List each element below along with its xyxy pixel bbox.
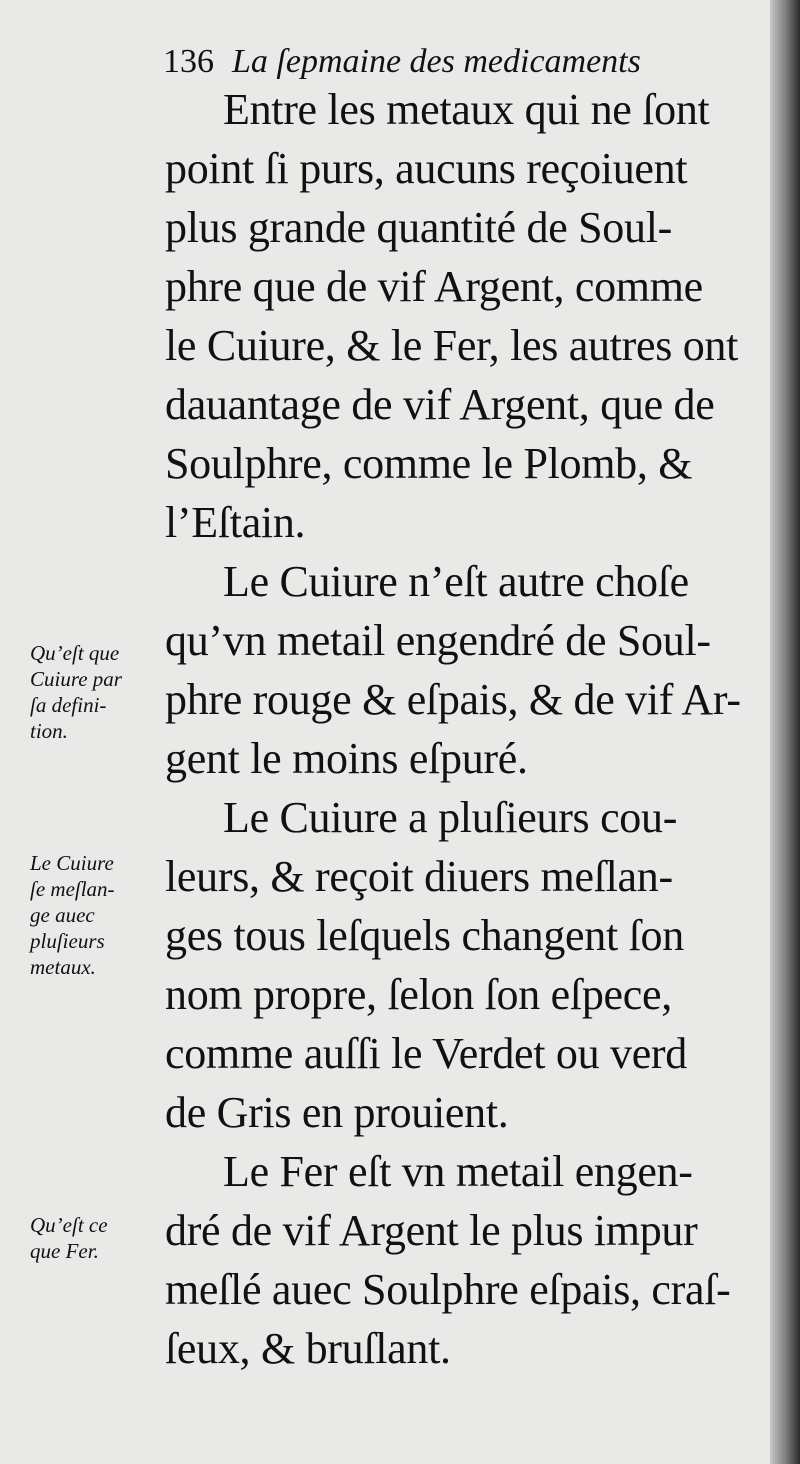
text-line: leurs, & reçoit diuers meſlan- xyxy=(165,852,673,901)
margin-note-line: Le Cuiure xyxy=(30,851,114,875)
text-line: qu’vn metail engendré de Soul- xyxy=(165,616,711,665)
text-line: dré de vif Argent le plus impur xyxy=(165,1206,698,1255)
page-gutter-shadow xyxy=(770,0,800,1464)
text-line: dauantage de vif Argent, que de xyxy=(165,380,715,429)
text-line: meſlé auec Soulphre eſpais, craſ- xyxy=(165,1265,731,1314)
running-title: La ſepmaine des medicaments xyxy=(232,43,641,80)
margin-note-cuiure-mixtures xyxy=(30,850,165,980)
text-line: ſeux, & bruſlant. xyxy=(165,1324,451,1373)
margin-note-fer-definition xyxy=(30,1212,165,1264)
margin-note-line: ge auec xyxy=(30,903,95,927)
margin-note-line: Cuiure par xyxy=(30,667,122,691)
text-line: Le Cuiure n’eſt autre choſe xyxy=(223,557,689,606)
text-line: l’Eſtain. xyxy=(165,498,306,547)
margin-note-line: metaux. xyxy=(30,955,96,979)
text-line: Soulphre, comme le Plomb, & xyxy=(165,439,693,488)
page-header xyxy=(163,42,743,82)
margin-note-line: Qu’eſt ce xyxy=(30,1213,108,1237)
margin-note-line: pluſieurs xyxy=(30,929,105,953)
margin-note-line: tion. xyxy=(30,719,68,743)
text-line: plus grande quantité de Soul- xyxy=(165,203,672,252)
text-line: Le Cuiure a pluſieurs cou- xyxy=(223,793,678,842)
text-line: comme auſſi le Verdet ou verd xyxy=(165,1029,687,1078)
text-line: phre que de vif Argent, comme xyxy=(165,262,703,311)
margin-note-cuiure-definition xyxy=(30,640,165,744)
text-line: phre rouge & eſpais, & de vif Ar- xyxy=(165,675,741,724)
text-line: de Gris en prouient. xyxy=(165,1088,509,1137)
text-line: Le Fer eſt vn metail engen- xyxy=(223,1147,693,1196)
text-line: point ſi purs, aucuns reçoiuent xyxy=(165,144,688,193)
margin-note-line: ſe meſlan- xyxy=(30,877,115,901)
margin-note-line: Qu’eſt que xyxy=(30,641,120,665)
text-line: gent le moins eſpuré. xyxy=(165,734,528,783)
margin-note-line: ſa defini- xyxy=(30,693,107,717)
text-line: ges tous leſquels changent ſon xyxy=(165,911,684,960)
body-text xyxy=(165,80,745,1378)
margin-note-line: que Fer. xyxy=(30,1239,99,1263)
text-line: le Cuiure, & le Fer, les autres ont xyxy=(165,321,739,370)
text-line: nom propre, ſelon ſon eſpece, xyxy=(165,970,672,1019)
page-number: 136 xyxy=(163,43,214,80)
text-line: Entre les metaux qui ne ſont xyxy=(223,85,710,134)
